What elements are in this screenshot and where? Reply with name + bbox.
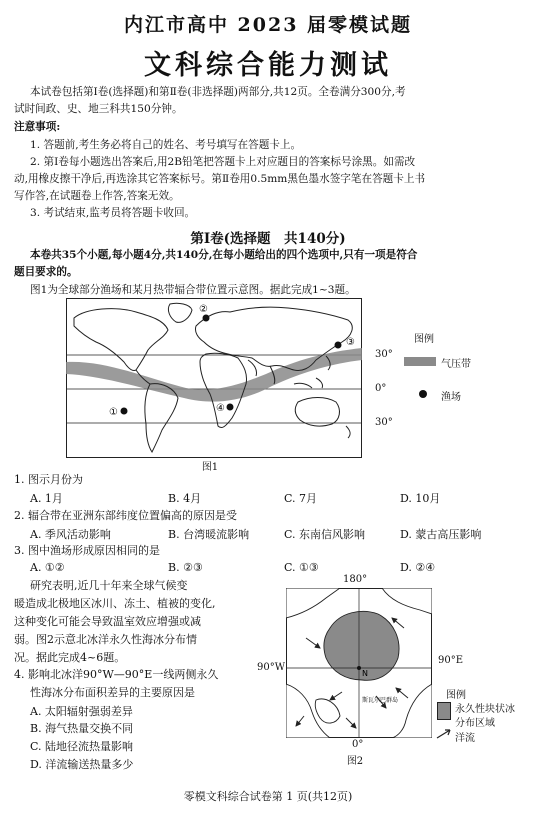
section-title: 第Ⅰ卷(选择题 共140分) [190, 231, 346, 247]
lat-30n-label: 30° [375, 349, 393, 360]
notice-item-2b: 动,用橡皮擦干净后,再选涂其它答案标号。第Ⅱ卷用0.5mm黑色墨水签字笔在答题卡上书 [14, 173, 426, 185]
ice-area-swatch [437, 702, 451, 720]
fishing-ground-2-dot [203, 315, 210, 322]
q2-option-a: A. 季风活动影响 [30, 528, 111, 541]
passage-line-1: 研究表明,近几十年来全球气候变 [30, 579, 188, 592]
q1-option-a: A. 1月 [30, 492, 63, 505]
q4-stem-1: 4. 影响北冰洋90°W—90°E一线两侧永久 [14, 668, 219, 681]
q1-option-b: B. 4月 [168, 492, 202, 505]
fig2-label-0: 0° [352, 739, 364, 750]
intro-line-2: 试时间政、史、地三科共150分钟。 [14, 103, 183, 115]
notice-heading: 注意事项: [14, 121, 61, 133]
fishing-ground-3-dot [335, 342, 342, 349]
marker-1-label: ① [109, 407, 118, 418]
lat-0-label: 0° [375, 383, 387, 394]
passage-line-3: 这种变化可能会导致温室效应增强或减 [14, 615, 201, 628]
passage-line-2: 暖造成北极地区冰川、冻土、植被的变化, [14, 597, 216, 610]
notice-item-1: 1. 答题前,考生务必将自己的姓名、考号填写在答题卡上。 [30, 139, 302, 151]
svalbard-label: 斯瓦尔巴群岛 [362, 697, 399, 704]
figure-1-intro: 图1为全球部分渔场和某月热带辐合带位置示意图。据此完成1~3题。 [30, 284, 356, 296]
q4-option-d: D. 洋流输送热量多少 [30, 758, 134, 771]
passage-line-4: 弱。图2示意北冰洋永久性海冰分布情 [14, 633, 197, 646]
marker-2-label: ② [199, 304, 208, 315]
q1-option-d: D. 10月 [400, 492, 441, 505]
fig1-legend-fish: 渔场 [441, 392, 461, 403]
notice-item-3: 3. 考试结束,监考员将答题卡收回。 [30, 207, 196, 219]
notice-item-2a: 2. 第Ⅰ卷每小题选出答案后,用2B铅笔把答题卡上对应题目的答案标号涂黑。如需改 [30, 156, 416, 168]
fig2-caption: 图2 [346, 756, 364, 767]
fig1-legend-title: 图例 [414, 334, 434, 345]
q3-option-d: D. ②④ [400, 561, 436, 574]
fig1-caption: 图1 [201, 462, 219, 473]
passage-line-5: 况。据此完成4~6题。 [14, 651, 126, 664]
fig2-legend-ice-2: 分布区域 [455, 718, 495, 729]
q4-option-a: A. 太阳辐射强弱差异 [30, 705, 133, 718]
north-pole-dot [357, 666, 361, 670]
fishing-ground-swatch [419, 390, 427, 398]
q3-option-a: A. ①② [30, 561, 65, 574]
fig2-legend-title: 图例 [446, 690, 466, 701]
section-desc-1: 本卷共35个小题,每小题4分,共140分,在每小题给出的四个选项中,只有一项是符合 [30, 249, 418, 261]
q1-stem: 1. 图示月份为 [14, 473, 83, 486]
q2-option-b: B. 台湾暖流影响 [168, 528, 250, 541]
section-desc-2: 题目要求的。 [14, 266, 78, 278]
fig2-label-90e: 90°E [438, 655, 464, 666]
fig2-legend-current: 洋流 [455, 733, 475, 744]
q3-option-c: C. ①③ [284, 561, 319, 574]
q3-stem: 3. 图中渔场形成原因相同的是 [14, 544, 160, 557]
fig2-legend-ice-1: 永久性块状冰 [455, 704, 515, 715]
q1-option-c: C. 7月 [284, 492, 318, 505]
q2-stem: 2. 辐合带在亚洲东部纬度位置偏高的原因是受 [14, 509, 237, 522]
q2-option-c: C. 东南信风影响 [284, 528, 366, 541]
intro-line-1: 本试卷包括第Ⅰ卷(选择题)和第Ⅱ卷(非选择题)两部分,共12页。全卷满分300分,考 [30, 86, 406, 98]
fishing-ground-4-dot [227, 404, 234, 411]
q4-option-c: C. 陆地径流热量影响 [30, 740, 134, 753]
exam-subtitle: 文科综合能力测试 [144, 50, 392, 81]
pressure-belt-swatch [404, 357, 436, 366]
q2-option-d: D. 蒙古高压影响 [400, 528, 482, 541]
lat-30s-label: 30° [375, 417, 393, 428]
fig2-label-180: 180° [343, 574, 368, 585]
exam-title: 内江市高中 2023 届零模试题 [123, 14, 413, 36]
page-footer: 零模文科综合试卷第 1 页(共12页) [183, 790, 353, 803]
q4-stem-2: 性海冰分布面积差异的主要原因是 [30, 686, 195, 699]
fishing-ground-1-dot [121, 408, 128, 415]
notice-item-2c: 写作答,在试题卷上作答,答案无效。 [14, 190, 180, 202]
q3-option-b: B. ②③ [168, 561, 203, 574]
current-arrow-icon [436, 728, 452, 740]
world-map-figure [66, 298, 362, 458]
q4-option-b: B. 海气热量交换不同 [30, 722, 134, 735]
marker-4-label: ④ [216, 403, 225, 414]
arctic-map-figure [286, 588, 432, 738]
fig2-label-90w: 90°W [257, 662, 286, 673]
fig1-legend-belt: 气压带 [441, 359, 471, 370]
north-pole-label: N [362, 669, 368, 678]
marker-3-label: ③ [346, 337, 355, 348]
